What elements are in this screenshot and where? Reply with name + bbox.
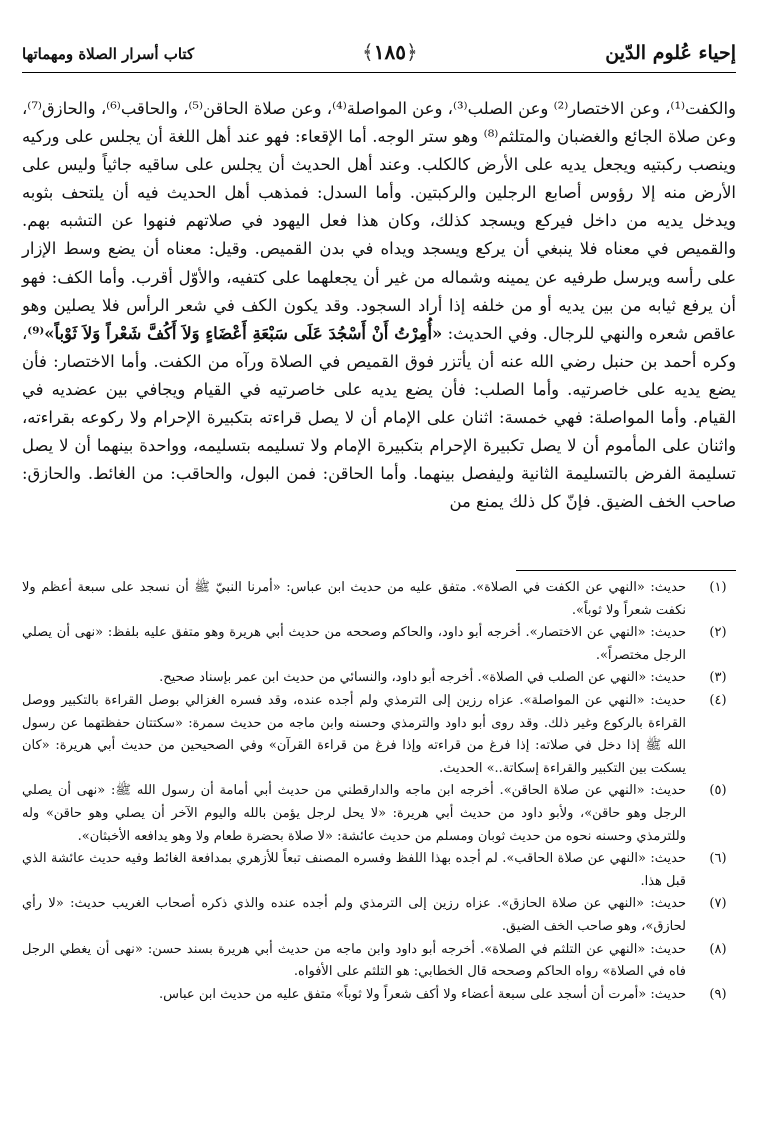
paragraph-part-2: ، وكره أحمد بن حنبل رضي الله عنه أن يأتزر فوق القميص في الصلاة ورآه من الكفت. وأما الاختصار: فأن يضع يديه على خاصرتيه. وأما الصلب: فأن يضع يديه على خاصرتيه في القيام ويجافي بين عضديه في القيام. وأما المواصلة: فهي خمسة: اثنان على الإمام أن لا يصل قراءته بتكبيرة الإحرام ولا ركوعه بقراءته، واثنان على المأموم أن لا يصل تكبيرة الإحرام بتكبيرة الإمام ولا تسليمه بتسليمه، وواحدة بينهما أن لا يصل تسليمة الفرض بالتسليمة الثانية وليفصل بينهما. وأما الحاقن: فمن البول، والحاقب: من الغائط. والحازق: صاحب الخف الضيق. فإنّ كل ذلك يمنع من [22, 323, 736, 512]
page-number [362, 40, 418, 64]
page-number-value: ١٨٥ [373, 40, 406, 64]
footnote [22, 848, 736, 893]
footnote [22, 893, 736, 938]
footnote-text: حديث: «النهي عن صلاة الحاقن». أخرجه ابن ماجه والدارقطني من حديث أبي أمامة أن رسول الله ﷺ: «نهى أن يصلي الرجل وهو حاقن»، ولأبو داود من حديث أبي هريرة: «لا يحل لرجل يؤمن بالله واليوم الآخر أن يصلي وهو حاقن» وله وللترمذي وحسنه نحوه من حديث ثوبان ومسلم من حديث عائشة: «لا صلاة بحضرة طعام ولا وهو يدافعه الأخبثان». [22, 783, 686, 844]
header-rule [22, 72, 736, 73]
footnote-text: حديث: «النهي عن الاختصار». أخرجه أبو داود، والحاكم وصححه من حديث أبي هريرة وهو متفق عليه بلفظ: «نهى أن يصلي الرجل مختصراً». [22, 625, 686, 663]
main-paragraph [22, 95, 736, 516]
footnote-number: (٤) [709, 692, 727, 708]
footnote [22, 577, 736, 622]
footnote-number: (٩) [709, 986, 727, 1002]
footnote-text: حديث: «النهي عن المواصلة». عزاه رزين إلى الترمذي ولم أجده عنده، وقد فسره الغزالي بوصل القراءة بالتكبير ووصل القراءة بالركوع وغير ذلك. وقد روى أبو داود والترمذي وحسنه وابن ماجه من حديث سمرة: «سكتتان حفظتهما عن رسول الله ﷺ إذا دخل في صلاته: إذا فرغ من قراءته وإذا فرغ من قراءة القرآن» وفي الصحيحين من حديث أبي هريرة: «كان يسكت بين التكبير والقراءة إسكاتة..» الحديث. [22, 692, 686, 776]
main-text [22, 95, 736, 516]
footnote [22, 690, 736, 780]
footnote-text: حديث: «النهي عن الكفت في الصلاة». متفق عليه من حديث ابن عباس: «أمرنا النبيّ ﷺ أن نسجد على سبعة أعظم ولا نكفت شعراً ولا ثوباً». [22, 580, 687, 618]
footnote-text: حديث: «النهي عن الصلب في الصلاة». أخرجه أبو داود، والنسائي من حديث ابن عمر بإسناد صحيح. [159, 670, 686, 686]
footnote-text: حديث: «النهي عن صلاة الحاقب». لم أجده بهذا اللفظ وفسره المصنف تبعاً للأزهري بمدافعة الغائط وفيه حديث عائشة الذي قبل هذا. [22, 851, 686, 889]
footnote [22, 780, 736, 848]
footnote-text: حديث: «النهي عن التلثم في الصلاة». أخرجه أبو داود وابن ماجه من حديث أبي هريرة بسند حسن: «نهى أن يغطي الرجل فاه في الصلاة» رواه الحاكم وصححه قال الخطابي: هو التلثم على الأفواه. [22, 941, 686, 980]
footnote-number: (٥) [709, 783, 727, 799]
footnote-number: (٣) [709, 670, 727, 686]
footnote-text: حديث: «أمرت أن أسجد على سبعة أعضاء ولا أكف شعراً ولا ثوباً» متفق عليه من حديث ابن عباس. [159, 986, 686, 1002]
page-header [22, 38, 736, 74]
footnote [22, 939, 736, 984]
hadith-quote: «أُمِرْتُ أَنْ أَسْجُدَ عَلَى سَبْعَةِ أَعْضَاءٍ وَلاَ أَكُفَّ شَعْراً وَلاَ ثَوْباً»⁽⁹⁾ [27, 323, 443, 343]
footnote-number: (٧) [709, 896, 727, 912]
ornament-left-icon: ﴾ [362, 40, 374, 64]
footnote [22, 667, 736, 690]
footnote [22, 622, 736, 667]
paragraph-part-1: والكفت⁽¹⁾، وعن الاختصار⁽²⁾ وعن الصلب⁽³⁾، وعن المواصلة⁽⁴⁾، وعن صلاة الحاقن⁽⁵⁾، والحاقب⁽⁶⁾، والحازق⁽⁷⁾، وعن صلاة الجائع والغضبان والمتلثم⁽⁸⁾ وهو ستر الوجه. أما الإقعاء: فهو عند أهل اللغة أن يجلس على وركيه وينصب ركبتيه ويجعل يديه على الأرض كالكلب. وعند أهل الحديث أن يجلس على ساقيه جاثياً وليس على الأرض منه إلا رؤوس أصابع الرجلين والركبتين. وأما السدل: فمذهب أهل الحديث فيه أن يلتحف بثوبه ويدخل يديه من داخل فيركع ويسجد كذلك، وكان هذا فعل اليهود في صلاتهم فنهوا عن التشبه بهم. والقميص في معناه فلا ينبغي أن يركع ويسجد ويداه في بدن القميص. وقيل: معناه أن يضع وسط الإزار على رأسه ويرسل طرفيه عن يمينه وشماله من غير أن يجعلهما على كتفيه، والأوّل أقرب. وأما الكف: فهو أن يرفع ثيابه من بين يديه أو من خلفه إذا أراد السجود. وقد يكون الكف في شعر الرأس فلا يصلين وهو عاقص شعره والنهي للرجال. وفي الحديث: [22, 99, 737, 343]
footnote-number: (٢) [709, 625, 727, 641]
footnote-text: حديث: «النهي عن صلاة الحازق». عزاه رزين إلى الترمذي ولم أجده عنده والذي ذكره أصحاب الغريب حديث: «لا رأي لحازق»، وهو صاحب الخف الضيق. [22, 896, 686, 934]
footnote-number: (٦) [709, 851, 727, 867]
chapter-title: كتاب أسرار الصلاة ومهماتها [22, 45, 195, 63]
ornament-right-icon: ﴿ [405, 40, 418, 64]
footnotes [22, 577, 736, 1006]
book-title: إحياء عُلوم الدّين [605, 42, 736, 64]
footnote [22, 984, 736, 1007]
footnote-number: (١) [709, 580, 727, 595]
footnote-number: (٨) [709, 941, 727, 957]
footnote-separator [516, 570, 736, 571]
